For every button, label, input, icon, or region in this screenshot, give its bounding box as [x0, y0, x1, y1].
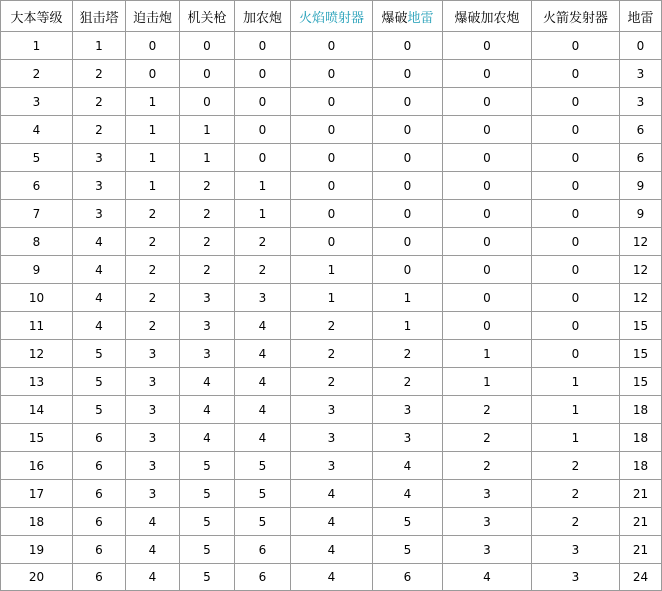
- table-row: [1, 424, 662, 452]
- table-row: [1, 116, 662, 144]
- cell-rocket-launcher: 2: [532, 452, 620, 480]
- cell-town-hall-level: 6: [1, 172, 73, 200]
- cell-boom-cannon: 0: [443, 144, 532, 172]
- cell-mortar: 1: [126, 144, 180, 172]
- cell-machine-gun: 3: [180, 312, 235, 340]
- cell-rocket-launcher: 2: [532, 480, 620, 508]
- cell-town-hall-level: 16: [1, 452, 73, 480]
- cell-sniper-tower: 5: [73, 368, 126, 396]
- cell-boom-cannon: 2: [443, 424, 532, 452]
- cell-mine: 21: [620, 508, 662, 536]
- cell-flamethrower: 0: [291, 32, 373, 60]
- cell-cannon: 6: [235, 564, 291, 591]
- cell-mine: 3: [620, 88, 662, 116]
- cell-blast-mine: 4: [373, 452, 443, 480]
- cell-mine: 12: [620, 228, 662, 256]
- cell-sniper-tower: 3: [73, 144, 126, 172]
- cell-flamethrower: 0: [291, 172, 373, 200]
- cell-mine: 21: [620, 480, 662, 508]
- header-mine: 地雷: [620, 1, 662, 32]
- cell-sniper-tower: 2: [73, 116, 126, 144]
- cell-town-hall-level: 14: [1, 396, 73, 424]
- table-row: [1, 536, 662, 564]
- cell-town-hall-level: 3: [1, 88, 73, 116]
- cell-boom-cannon: 4: [443, 564, 532, 591]
- cell-mine: 12: [620, 284, 662, 312]
- cell-sniper-tower: 6: [73, 536, 126, 564]
- cell-town-hall-level: 15: [1, 424, 73, 452]
- cell-rocket-launcher: 0: [532, 228, 620, 256]
- cell-flamethrower: 0: [291, 228, 373, 256]
- cell-cannon: 0: [235, 32, 291, 60]
- cell-mine: 9: [620, 200, 662, 228]
- cell-mine: 18: [620, 424, 662, 452]
- cell-town-hall-level: 5: [1, 144, 73, 172]
- cell-machine-gun: 5: [180, 480, 235, 508]
- cell-mortar: 1: [126, 88, 180, 116]
- cell-flamethrower: 0: [291, 116, 373, 144]
- cell-sniper-tower: 5: [73, 340, 126, 368]
- cell-flamethrower: 0: [291, 144, 373, 172]
- cell-machine-gun: 3: [180, 340, 235, 368]
- cell-boom-cannon: 2: [443, 452, 532, 480]
- cell-blast-mine: 0: [373, 144, 443, 172]
- cell-boom-cannon: 0: [443, 284, 532, 312]
- cell-cannon: 5: [235, 452, 291, 480]
- cell-boom-cannon: 3: [443, 508, 532, 536]
- cell-cannon: 5: [235, 508, 291, 536]
- cell-cannon: 0: [235, 116, 291, 144]
- cell-machine-gun: 5: [180, 564, 235, 591]
- cell-blast-mine: 5: [373, 536, 443, 564]
- cell-flamethrower: 4: [291, 508, 373, 536]
- cell-mortar: 0: [126, 60, 180, 88]
- cell-sniper-tower: 6: [73, 508, 126, 536]
- cell-machine-gun: 4: [180, 396, 235, 424]
- cell-machine-gun: 2: [180, 228, 235, 256]
- cell-town-hall-level: 12: [1, 340, 73, 368]
- cell-mine: 12: [620, 256, 662, 284]
- cell-sniper-tower: 6: [73, 564, 126, 591]
- table-row: [1, 564, 662, 591]
- cell-flamethrower: 2: [291, 368, 373, 396]
- cell-flamethrower: 0: [291, 88, 373, 116]
- cell-cannon: 0: [235, 60, 291, 88]
- table-row: [1, 452, 662, 480]
- cell-cannon: 2: [235, 228, 291, 256]
- cell-rocket-launcher: 0: [532, 256, 620, 284]
- cell-blast-mine: 0: [373, 32, 443, 60]
- cell-cannon: 4: [235, 368, 291, 396]
- cell-rocket-launcher: 1: [532, 424, 620, 452]
- cell-machine-gun: 5: [180, 508, 235, 536]
- cell-mortar: 2: [126, 284, 180, 312]
- cell-town-hall-level: 17: [1, 480, 73, 508]
- header-town-hall-level: 大本等级: [1, 1, 73, 32]
- cell-blast-mine: 2: [373, 368, 443, 396]
- header-blast-mine: [373, 1, 443, 32]
- cell-machine-gun: 1: [180, 116, 235, 144]
- table-row: [1, 88, 662, 116]
- cell-cannon: 4: [235, 396, 291, 424]
- cell-rocket-launcher: 1: [532, 368, 620, 396]
- cell-mine: 6: [620, 144, 662, 172]
- table-row: [1, 312, 662, 340]
- cell-sniper-tower: 4: [73, 312, 126, 340]
- cell-mortar: 3: [126, 368, 180, 396]
- cell-rocket-launcher: 2: [532, 508, 620, 536]
- cell-flamethrower: 4: [291, 536, 373, 564]
- cell-machine-gun: 4: [180, 368, 235, 396]
- cell-boom-cannon: 3: [443, 536, 532, 564]
- cell-machine-gun: 0: [180, 60, 235, 88]
- cell-mine: 18: [620, 452, 662, 480]
- header-sniper-tower: 狙击塔: [73, 1, 126, 32]
- cell-cannon: 6: [235, 536, 291, 564]
- cell-blast-mine: 6: [373, 564, 443, 591]
- cell-town-hall-level: 7: [1, 200, 73, 228]
- cell-blast-mine: 0: [373, 200, 443, 228]
- cell-mortar: 1: [126, 172, 180, 200]
- cell-blast-mine: 2: [373, 340, 443, 368]
- cell-flamethrower: 3: [291, 424, 373, 452]
- cell-machine-gun: 5: [180, 452, 235, 480]
- header-mortar: 迫击炮: [126, 1, 180, 32]
- cell-boom-cannon: 2: [443, 396, 532, 424]
- cell-sniper-tower: 1: [73, 32, 126, 60]
- cell-boom-cannon: 3: [443, 480, 532, 508]
- cell-town-hall-level: 9: [1, 256, 73, 284]
- header-cannon: 加农炮: [235, 1, 291, 32]
- cell-mortar: 0: [126, 32, 180, 60]
- cell-boom-cannon: 0: [443, 172, 532, 200]
- cell-rocket-launcher: 0: [532, 32, 620, 60]
- cell-mine: 0: [620, 32, 662, 60]
- cell-mine: 15: [620, 368, 662, 396]
- cell-boom-cannon: 0: [443, 32, 532, 60]
- cell-flamethrower: 0: [291, 60, 373, 88]
- cell-mortar: 3: [126, 424, 180, 452]
- cell-rocket-launcher: 1: [532, 396, 620, 424]
- table-row: [1, 60, 662, 88]
- table-row: [1, 340, 662, 368]
- cell-mortar: 2: [126, 200, 180, 228]
- cell-sniper-tower: 2: [73, 88, 126, 116]
- cell-cannon: 1: [235, 200, 291, 228]
- cell-mine: 6: [620, 116, 662, 144]
- cell-sniper-tower: 5: [73, 396, 126, 424]
- cell-machine-gun: 4: [180, 424, 235, 452]
- cell-mortar: 1: [126, 116, 180, 144]
- table-row: [1, 368, 662, 396]
- cell-rocket-launcher: 0: [532, 144, 620, 172]
- cell-blast-mine: 3: [373, 424, 443, 452]
- cell-town-hall-level: 4: [1, 116, 73, 144]
- cell-boom-cannon: 1: [443, 368, 532, 396]
- cell-cannon: 4: [235, 340, 291, 368]
- cell-mine: 3: [620, 60, 662, 88]
- cell-mortar: 3: [126, 452, 180, 480]
- cell-blast-mine: 0: [373, 60, 443, 88]
- cell-cannon: 3: [235, 284, 291, 312]
- cell-boom-cannon: 0: [443, 256, 532, 284]
- cell-rocket-launcher: 0: [532, 88, 620, 116]
- table-body: [1, 32, 662, 591]
- cell-town-hall-level: 8: [1, 228, 73, 256]
- cell-blast-mine: 5: [373, 508, 443, 536]
- cell-boom-cannon: 0: [443, 200, 532, 228]
- cell-town-hall-level: 19: [1, 536, 73, 564]
- table-row: [1, 228, 662, 256]
- cell-flamethrower: 2: [291, 340, 373, 368]
- cell-machine-gun: 0: [180, 32, 235, 60]
- cell-blast-mine: 0: [373, 172, 443, 200]
- header-machine-gun: 机关枪: [180, 1, 235, 32]
- mine-link[interactable]: 地雷: [407, 10, 434, 26]
- cell-cannon: 2: [235, 256, 291, 284]
- header-boom-cannon: 爆破加农炮: [443, 1, 532, 32]
- cell-mine: 18: [620, 396, 662, 424]
- table-row: [1, 480, 662, 508]
- cell-flamethrower: 4: [291, 564, 373, 591]
- blast-text: 爆破: [381, 10, 408, 26]
- cell-boom-cannon: 0: [443, 312, 532, 340]
- cell-flamethrower: 1: [291, 256, 373, 284]
- flamethrower-link[interactable]: 火焰喷射器: [298, 10, 364, 26]
- cell-town-hall-level: 13: [1, 368, 73, 396]
- cell-flamethrower: 1: [291, 284, 373, 312]
- cell-mine: 15: [620, 340, 662, 368]
- cell-rocket-launcher: 0: [532, 116, 620, 144]
- cell-machine-gun: 2: [180, 172, 235, 200]
- cell-machine-gun: 5: [180, 536, 235, 564]
- cell-sniper-tower: 4: [73, 228, 126, 256]
- cell-mortar: 4: [126, 536, 180, 564]
- cell-mortar: 2: [126, 228, 180, 256]
- cell-blast-mine: 4: [373, 480, 443, 508]
- cell-boom-cannon: 0: [443, 228, 532, 256]
- cell-blast-mine: 0: [373, 256, 443, 284]
- cell-mortar: 2: [126, 256, 180, 284]
- cell-cannon: 5: [235, 480, 291, 508]
- cell-flamethrower: 4: [291, 480, 373, 508]
- cell-cannon: 4: [235, 312, 291, 340]
- cell-rocket-launcher: 0: [532, 340, 620, 368]
- table-row: [1, 256, 662, 284]
- cell-mortar: 4: [126, 564, 180, 591]
- cell-rocket-launcher: 0: [532, 284, 620, 312]
- cell-mortar: 3: [126, 396, 180, 424]
- table-row: [1, 284, 662, 312]
- cell-flamethrower: 3: [291, 396, 373, 424]
- cell-blast-mine: 1: [373, 284, 443, 312]
- cell-sniper-tower: 4: [73, 256, 126, 284]
- table-row: [1, 32, 662, 60]
- table-row: [1, 396, 662, 424]
- cell-machine-gun: 2: [180, 200, 235, 228]
- cell-rocket-launcher: 0: [532, 172, 620, 200]
- cell-town-hall-level: 10: [1, 284, 73, 312]
- cell-blast-mine: 0: [373, 228, 443, 256]
- cell-blast-mine: 0: [373, 116, 443, 144]
- cell-cannon: 1: [235, 172, 291, 200]
- cell-machine-gun: 1: [180, 144, 235, 172]
- cell-flamethrower: 2: [291, 312, 373, 340]
- cell-cannon: 0: [235, 144, 291, 172]
- table-header-row: [1, 1, 662, 32]
- header-rocket-launcher: 火箭发射器: [532, 1, 620, 32]
- cell-sniper-tower: 6: [73, 452, 126, 480]
- cell-rocket-launcher: 3: [532, 564, 620, 591]
- cell-mine: 21: [620, 536, 662, 564]
- cell-sniper-tower: 4: [73, 284, 126, 312]
- cell-sniper-tower: 6: [73, 480, 126, 508]
- cell-rocket-launcher: 0: [532, 60, 620, 88]
- cell-town-hall-level: 11: [1, 312, 73, 340]
- cell-blast-mine: 0: [373, 88, 443, 116]
- cell-sniper-tower: 6: [73, 424, 126, 452]
- cell-machine-gun: 0: [180, 88, 235, 116]
- table-row: [1, 144, 662, 172]
- cell-rocket-launcher: 0: [532, 312, 620, 340]
- cell-town-hall-level: 20: [1, 564, 73, 591]
- cell-mine: 15: [620, 312, 662, 340]
- cell-mortar: 4: [126, 508, 180, 536]
- cell-cannon: 0: [235, 88, 291, 116]
- cell-boom-cannon: 1: [443, 340, 532, 368]
- cell-mine: 9: [620, 172, 662, 200]
- cell-flamethrower: 3: [291, 452, 373, 480]
- cell-mortar: 3: [126, 340, 180, 368]
- cell-sniper-tower: 3: [73, 200, 126, 228]
- cell-town-hall-level: 2: [1, 60, 73, 88]
- cell-sniper-tower: 2: [73, 60, 126, 88]
- cell-flamethrower: 0: [291, 200, 373, 228]
- cell-boom-cannon: 0: [443, 116, 532, 144]
- cell-mortar: 2: [126, 312, 180, 340]
- cell-boom-cannon: 0: [443, 88, 532, 116]
- cell-town-hall-level: 18: [1, 508, 73, 536]
- cell-machine-gun: 2: [180, 256, 235, 284]
- cell-mine: 24: [620, 564, 662, 591]
- cell-town-hall-level: 1: [1, 32, 73, 60]
- header-flamethrower-link[interactable]: [291, 1, 373, 32]
- table-row: [1, 508, 662, 536]
- table-row: [1, 172, 662, 200]
- cell-sniper-tower: 3: [73, 172, 126, 200]
- cell-boom-cannon: 0: [443, 60, 532, 88]
- cell-cannon: 4: [235, 424, 291, 452]
- cell-rocket-launcher: 3: [532, 536, 620, 564]
- cell-rocket-launcher: 0: [532, 200, 620, 228]
- cell-mortar: 3: [126, 480, 180, 508]
- cell-machine-gun: 3: [180, 284, 235, 312]
- cell-blast-mine: 3: [373, 396, 443, 424]
- table-row: [1, 200, 662, 228]
- cell-blast-mine: 1: [373, 312, 443, 340]
